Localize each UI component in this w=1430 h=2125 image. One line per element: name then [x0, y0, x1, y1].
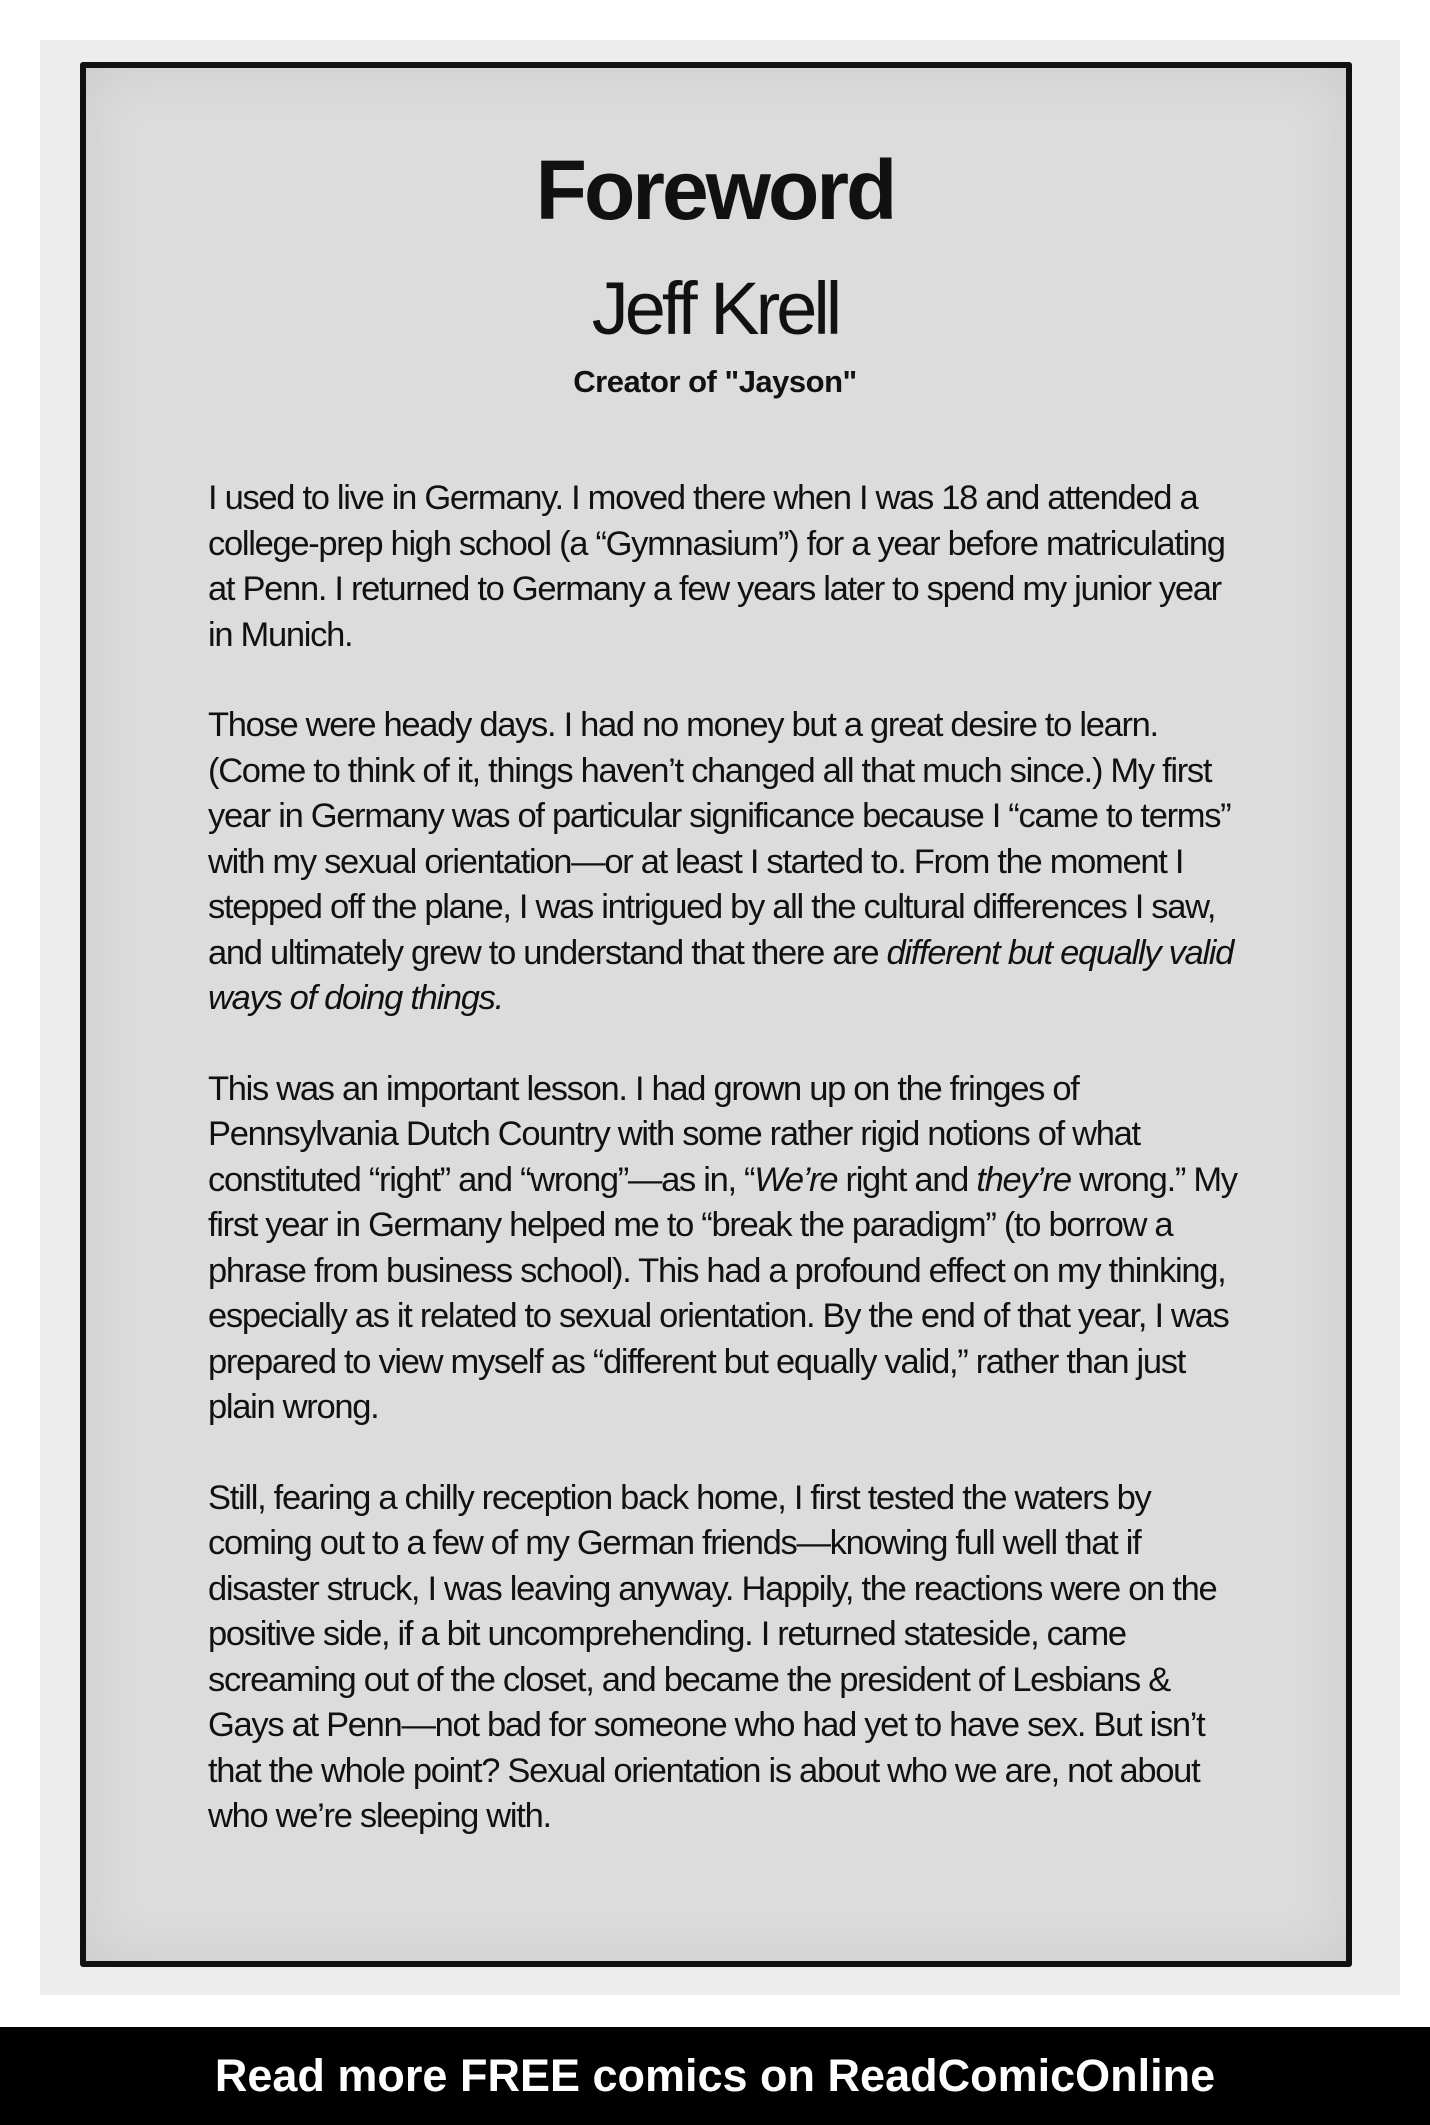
- page-title: Foreword: [535, 143, 895, 237]
- paragraph-4: [208, 1476, 1248, 1840]
- author-credit: Creator of "Jayson": [573, 364, 857, 399]
- paragraph-1: [208, 476, 1248, 658]
- foreword-body: [208, 476, 1248, 1885]
- paragraph-3-text-before: This was an important lesson. I had grown up on the fringes of Pennsylvania Dutch Country with some rather rigid notions of what constituted “right” and “wrong”—as in, “: [208, 1069, 1140, 1199]
- footer-link-text[interactable]: Read more FREE comics on ReadComicOnline: [214, 2050, 1216, 2101]
- paragraph-3-text-after: wrong.” My first year in Germany helped me to “break the paradigm” (to borrow a phrase from business school). This had a profound effect on my thinking, especially as it related to sexual orientation. By the end of that year, I was prepared to view myself as “different but equally valid,” rather than just plain wrong.: [208, 1160, 1237, 1426]
- paragraph-3-emphasis-2: they’re: [976, 1160, 1071, 1199]
- footer-banner[interactable]: [0, 2027, 1430, 2125]
- paragraph-2-text: Those were heady days. I had no money but a great desire to learn. (Come to think of it, things haven’t changed all that much since.) My first year in Germany was of particular significance because I “came to terms” with my sexual orientation—or at least I started to. From the moment I stepped off the plane, I was intrigued by all the cultural differences I saw, and ultimately grew to understand that there are: [208, 706, 1231, 972]
- paragraph-3-text-middle: right and: [837, 1160, 977, 1199]
- paragraph-4-text: Still, fearing a chilly reception back home, I first tested the waters by coming out to a few of my German friends—knowing full well that if disaster struck, I was leaving anyway. Happily, the reactions were on the positive side, if a bit uncomprehending. I returned stateside, came screaming out of the closet, and became the president of Lesbians & Gays at Penn—not bad for someone who had yet to have sex. But isn’t that the whole point? Sexual orientation is about who we are, not about who we’re sleeping with.: [208, 1478, 1217, 1835]
- paragraph-1-text: I used to live in Germany. I moved there when I was 18 and attended a college-prep high school (a “Gymnasium”) for a year before matriculating at Penn. I returned to Germany a few years later to spend my junior year in Munich.: [208, 479, 1225, 654]
- paragraph-2: [208, 703, 1248, 1022]
- paragraph-2-emphasis: different but equally valid ways of doing things.: [208, 933, 1234, 1017]
- paragraph-3-emphasis-1: We’re: [754, 1160, 838, 1199]
- author-name: Jeff Krell: [591, 267, 839, 350]
- paragraph-3: [208, 1067, 1248, 1431]
